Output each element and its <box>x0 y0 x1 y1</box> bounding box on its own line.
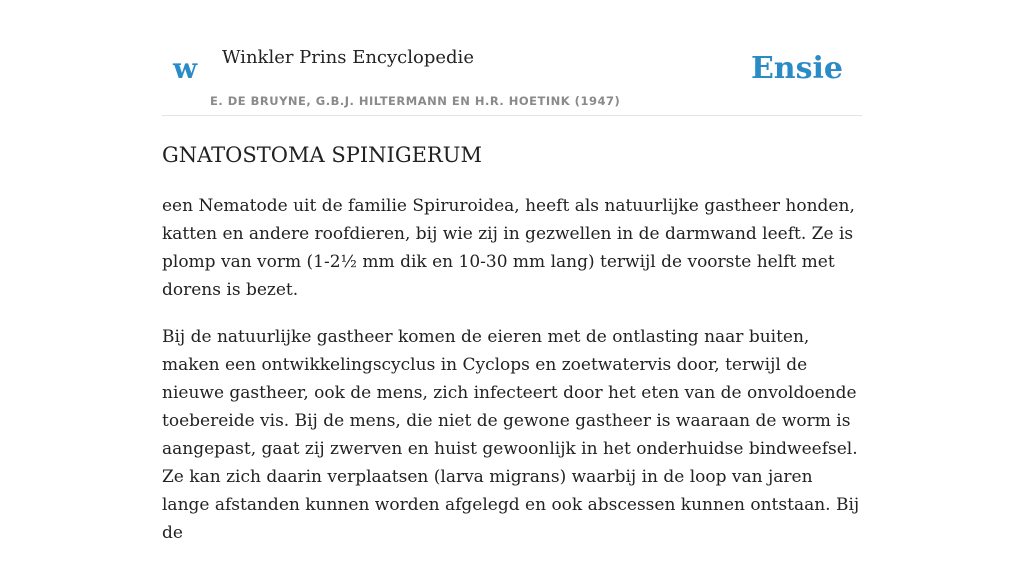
site-title-link[interactable]: Winkler Prins Encyclopedie <box>222 47 474 68</box>
article-body <box>162 192 862 566</box>
authors-byline: E. DE BRUYNE, G.B.J. HILTERMANN EN H.R. HOETINK (1947) <box>210 94 621 108</box>
page <box>162 0 862 543</box>
header <box>162 0 862 116</box>
article-paragraph: Bij de natuurlijke gastheer komen de eieren met de ontlasting naar buiten, maken een ontwikkelingscyclus in Cyclops en zoetwatervis door, terwijl de nieuwe gastheer, ook de mens, zich infecteert door het eten van de onvoldoende toebereide vis. Bij de mens, die niet de gewone gastheer is waaraan de worm is aangepast, gaat zij zwerven en huist gewoonlijk in het onderhuidse bindweefsel. Ze kan zich daarin verplaatsen (larva migrans) waarbij in de loop van jaren lange afstanden kunnen worden afgelegd en ook abscessen kunnen ontstaan. Bij de <box>162 327 860 543</box>
article-title: GNATOSTOMA SPINIGERUM <box>162 143 482 167</box>
site-logo[interactable]: w <box>173 52 198 85</box>
article-paragraph: een Nematode uit de familie Spiruroidea, heeft als natuurlijke gastheer honden, katten en andere roofdieren, bij wie zij in gezwellen in de darmwand leeft. Ze is plomp van vorm (1-2½ mm dik en 10-30 mm lang) terwijl de voorste helft met dorens is bezet. <box>162 196 855 300</box>
brand-logo-link[interactable]: Ensie <box>750 51 843 86</box>
